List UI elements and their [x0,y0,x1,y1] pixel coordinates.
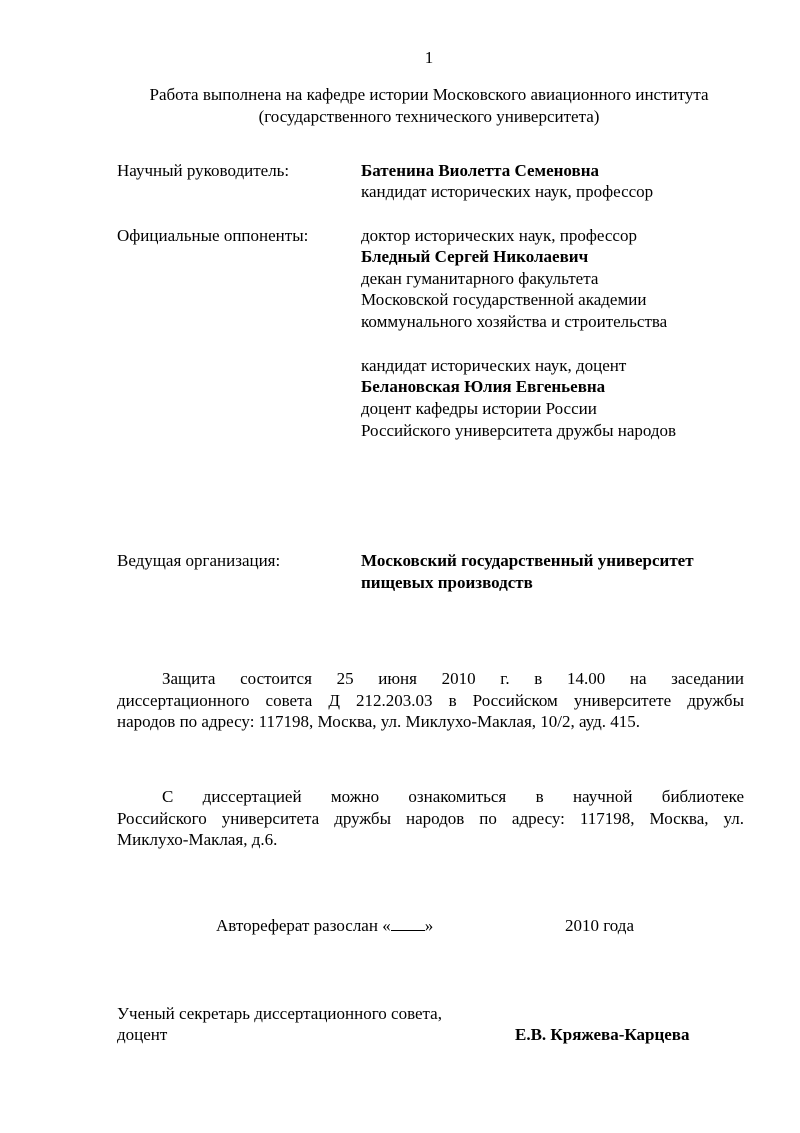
supervisor-label: Научный руководитель: [117,161,290,180]
dispatch-date-blank [391,916,425,931]
secretary-title: Ученый секретарь диссертационного совета, [117,1004,442,1023]
defense-line-3: народов по адресу: 117198, Москва, ул. Миклухо-Маклая, 10/2, ауд. 415. [117,712,641,731]
supervisor-degree: кандидат исторических наук, профессор [361,182,654,201]
opponent-1-position-3: коммунального хозяйства и строительства [361,312,668,331]
supervisor-name: Батенина Виолетта Семеновна [361,161,599,180]
library-line-3: Миклухо-Маклая, д.6. [117,830,278,849]
header-line-2: (государственного технического университета) [258,107,600,126]
dispatch-text: Автореферат разослан « » [216,916,434,935]
opponent-2-name: Белановская Юлия Евгеньевна [361,377,606,396]
opponent-1-position-2: Московской государственной академии [361,290,647,309]
dispatch-year: 2010 года [565,916,635,935]
opponent-2-position-1: доцент кафедры истории России [361,399,597,418]
opponents-label: Официальные оппоненты: [117,226,309,245]
library-line-1: С диссертацией можно ознакомиться в научной библиотеке [162,787,744,806]
opponent-1-degree: доктор исторических наук, профессор [361,226,637,245]
opponent-2-position-2: Российского университета дружбы народов [361,421,677,440]
secretary-name: Е.В. Кряжева-Карцева [515,1025,690,1044]
leading-org-name-2: пищевых производств [361,573,533,592]
defense-line-2: диссертационного совета Д 212.203.03 в Российском университете дружбы [117,691,744,710]
leading-org-name-1: Московский государственный университет [361,551,694,570]
page-number: 1 [424,48,434,67]
header-line-1: Работа выполнена на кафедре истории Московского авиационного института [149,85,709,104]
defense-line-1: Защита состоится 25 июня 2010 г. в 14.00 на заседании [162,669,744,688]
leading-org-label: Ведущая организация: [117,551,281,570]
secretary-rank: доцент [117,1025,168,1044]
opponent-1-name: Бледный Сергей Николаевич [361,247,589,266]
opponent-2-degree: кандидат исторических наук, доцент [361,356,627,375]
library-line-2: Российского университета дружбы народов по адресу: 117198, Москва, ул. [117,809,744,828]
opponent-1-position-1: декан гуманитарного факультета [361,269,599,288]
